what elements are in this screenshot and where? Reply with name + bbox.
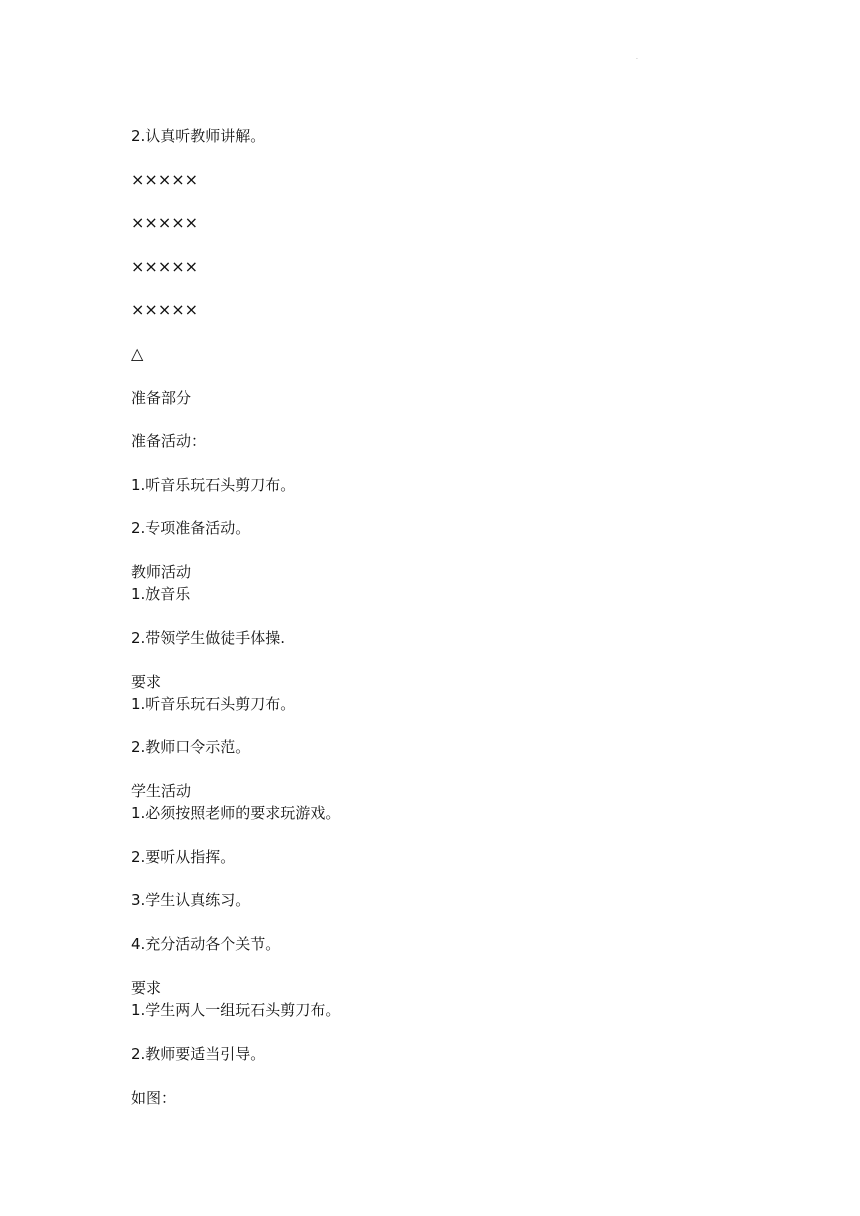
subsection-heading: 要求 (131, 979, 162, 997)
corner-mark: · (636, 56, 638, 63)
text-line: 1.听音乐玩石头剪刀布。 (131, 695, 296, 713)
formation-row: ××××× (131, 300, 199, 319)
text-line: 3.学生认真练习。 (131, 891, 251, 909)
subsection-heading: 教师活动 (131, 563, 192, 581)
text-line: 2.专项准备活动。 (131, 519, 251, 537)
text-line: 如图： (131, 1089, 177, 1107)
formation-row: ××××× (131, 257, 199, 276)
text-line: 4.充分活动各个关节。 (131, 935, 281, 953)
subsection-heading: 要求 (131, 673, 162, 691)
section-heading: 准备部分 (131, 389, 192, 407)
text-line: 2.认真听教师讲解。 (131, 127, 266, 145)
formation-row: ××××× (131, 213, 199, 232)
text-line: 2.要听从指挥。 (131, 848, 236, 866)
subsection-heading: 学生活动 (131, 782, 192, 800)
text-line: 1.放音乐 (131, 585, 191, 603)
formation-row: ××××× (131, 170, 199, 189)
text-line: 2.教师口令示范。 (131, 738, 251, 756)
text-line: 2.带领学生做徒手体操. (131, 629, 286, 647)
text-line: 1.必须按照老师的要求玩游戏。 (131, 804, 341, 822)
text-line: 1.学生两人一组玩石头剪刀布。 (131, 1001, 341, 1019)
text-line: 2.教师要适当引导。 (131, 1045, 266, 1063)
text-line: 准备活动： (131, 432, 207, 450)
teacher-position-symbol: △ (131, 344, 144, 363)
text-line: 1.听音乐玩石头剪刀布。 (131, 476, 296, 494)
